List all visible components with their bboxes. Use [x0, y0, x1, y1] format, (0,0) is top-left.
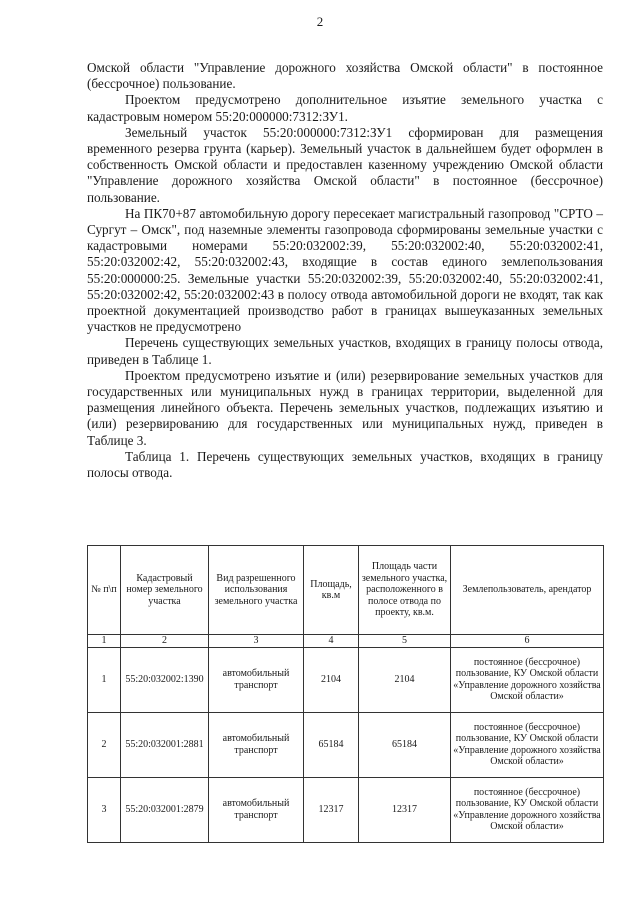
- cell-land-user: постоянное (бессрочное) пользование, КУ Омской области «Управление дорожного хозяйства Омской области»: [451, 777, 604, 842]
- paragraph-gas-pipeline: На ПК70+87 автомобильную дорогу пересекает магистральный газопровод "СРТО – Сургут – Омск", под наземные элементы газопровода сформированы земельные участки с кадастровыми номерами 55:20:032002:39, 55:20:032002:40, 55:20:032002:41, 55:20:032002:42, 55:20:032002:43, входящие в состав единого землепользования 55:20:000000:25. Земельные участки 55:20:032002:39, 55:20:032002:40, 55:20:032002:41, 55:20:032002:42, 55:20:032002:43 в полосу отвода автомобильной дороги не входят, так как проектной документацией производство работ в границах вышеуказанных земельных участков не предусмотрено: [87, 205, 603, 335]
- cell-area-in-strip: 12317: [359, 777, 451, 842]
- header-land-user: Землепользователь, арендатор: [451, 546, 604, 635]
- cell-area: 12317: [304, 777, 359, 842]
- table-row: [88, 647, 604, 712]
- page-number: 2: [316, 14, 324, 29]
- cell-number: 1: [88, 647, 121, 712]
- cell-area-in-strip: 65184: [359, 712, 451, 777]
- land-plots-table-container: [87, 545, 603, 843]
- table-row: [88, 777, 604, 842]
- header-area: Площадь, кв.м: [304, 546, 359, 635]
- table-row: [88, 712, 604, 777]
- cell-permitted-use: автомобильный транспорт: [209, 777, 304, 842]
- column-number: 5: [359, 635, 451, 648]
- table-caption: Таблица 1. Перечень существующих земельных участков, входящих в границу полосы отвода.: [87, 448, 603, 481]
- cell-area: 65184: [304, 712, 359, 777]
- column-number-row: [88, 635, 604, 648]
- column-number: 2: [121, 635, 209, 648]
- table-header-row: [88, 546, 604, 635]
- header-area-in-strip: Площадь части земельного участка, расположенного в полосе отвода по проекту, кв.м.: [359, 546, 451, 635]
- column-number: 3: [209, 635, 304, 648]
- cell-number: 3: [88, 777, 121, 842]
- column-number: 6: [451, 635, 604, 648]
- header-permitted-use: Вид разрешенного использования земельного участка: [209, 546, 304, 635]
- cell-cadastral-number: 55:20:032001:2879: [121, 777, 209, 842]
- cell-land-user: постоянное (бессрочное) пользование, КУ Омской области «Управление дорожного хозяйства Омской области»: [451, 712, 604, 777]
- paragraph-land-plot-zu1: Земельный участок 55:20:000000:7312:ЗУ1 сформирован для размещения временного резерва грунта (карьер). Земельный участок в дальнейшем будет оформлен в собственность Омской области и предоставлен казенному учреждению Омской области "Управление дорожного хозяйства Омской области" в постоянное (бессрочное) пользование.: [87, 124, 603, 205]
- column-number: 4: [304, 635, 359, 648]
- cell-cadastral-number: 55:20:032001:2881: [121, 712, 209, 777]
- document-body: [87, 60, 603, 481]
- land-plots-table: [87, 545, 604, 843]
- cell-cadastral-number: 55:20:032002:1390: [121, 647, 209, 712]
- paragraph-additional-seizure: Проектом предусмотрено дополнительное изъятие земельного участка с кадастровым номером 55:20:000000:7312:ЗУ1.: [87, 92, 603, 124]
- paragraph-table1-reference: Перечень существующих земельных участков, входящих в границу полосы отвода, приведен в Таблице 1.: [87, 335, 603, 367]
- paragraph-seizure-reservation: Проектом предусмотрено изъятие и (или) резервирование земельных участков для государственных или муниципальных нужд в границах территории, выделенной для размещения линейного объекта. Перечень земельных участков, подлежащих изъятию и (или) резервированию для государственных или муниципальных нужд, приведен в Таблице 3.: [87, 367, 603, 448]
- cell-permitted-use: автомобильный транспорт: [209, 712, 304, 777]
- cell-land-user: постоянное (бессрочное) пользование, КУ Омской области «Управление дорожного хозяйства Омской области»: [451, 647, 604, 712]
- column-number: 1: [88, 635, 121, 648]
- header-number: № п\п: [88, 546, 121, 635]
- header-cadastral-number: Кадастровый номер земельного участка: [121, 546, 209, 635]
- paragraph-continuation: Омской области "Управление дорожного хозяйства Омской области" в постоянное (бессрочное) пользование.: [87, 60, 603, 92]
- cell-permitted-use: автомобильный транспорт: [209, 647, 304, 712]
- cell-number: 2: [88, 712, 121, 777]
- cell-area: 2104: [304, 647, 359, 712]
- cell-area-in-strip: 2104: [359, 647, 451, 712]
